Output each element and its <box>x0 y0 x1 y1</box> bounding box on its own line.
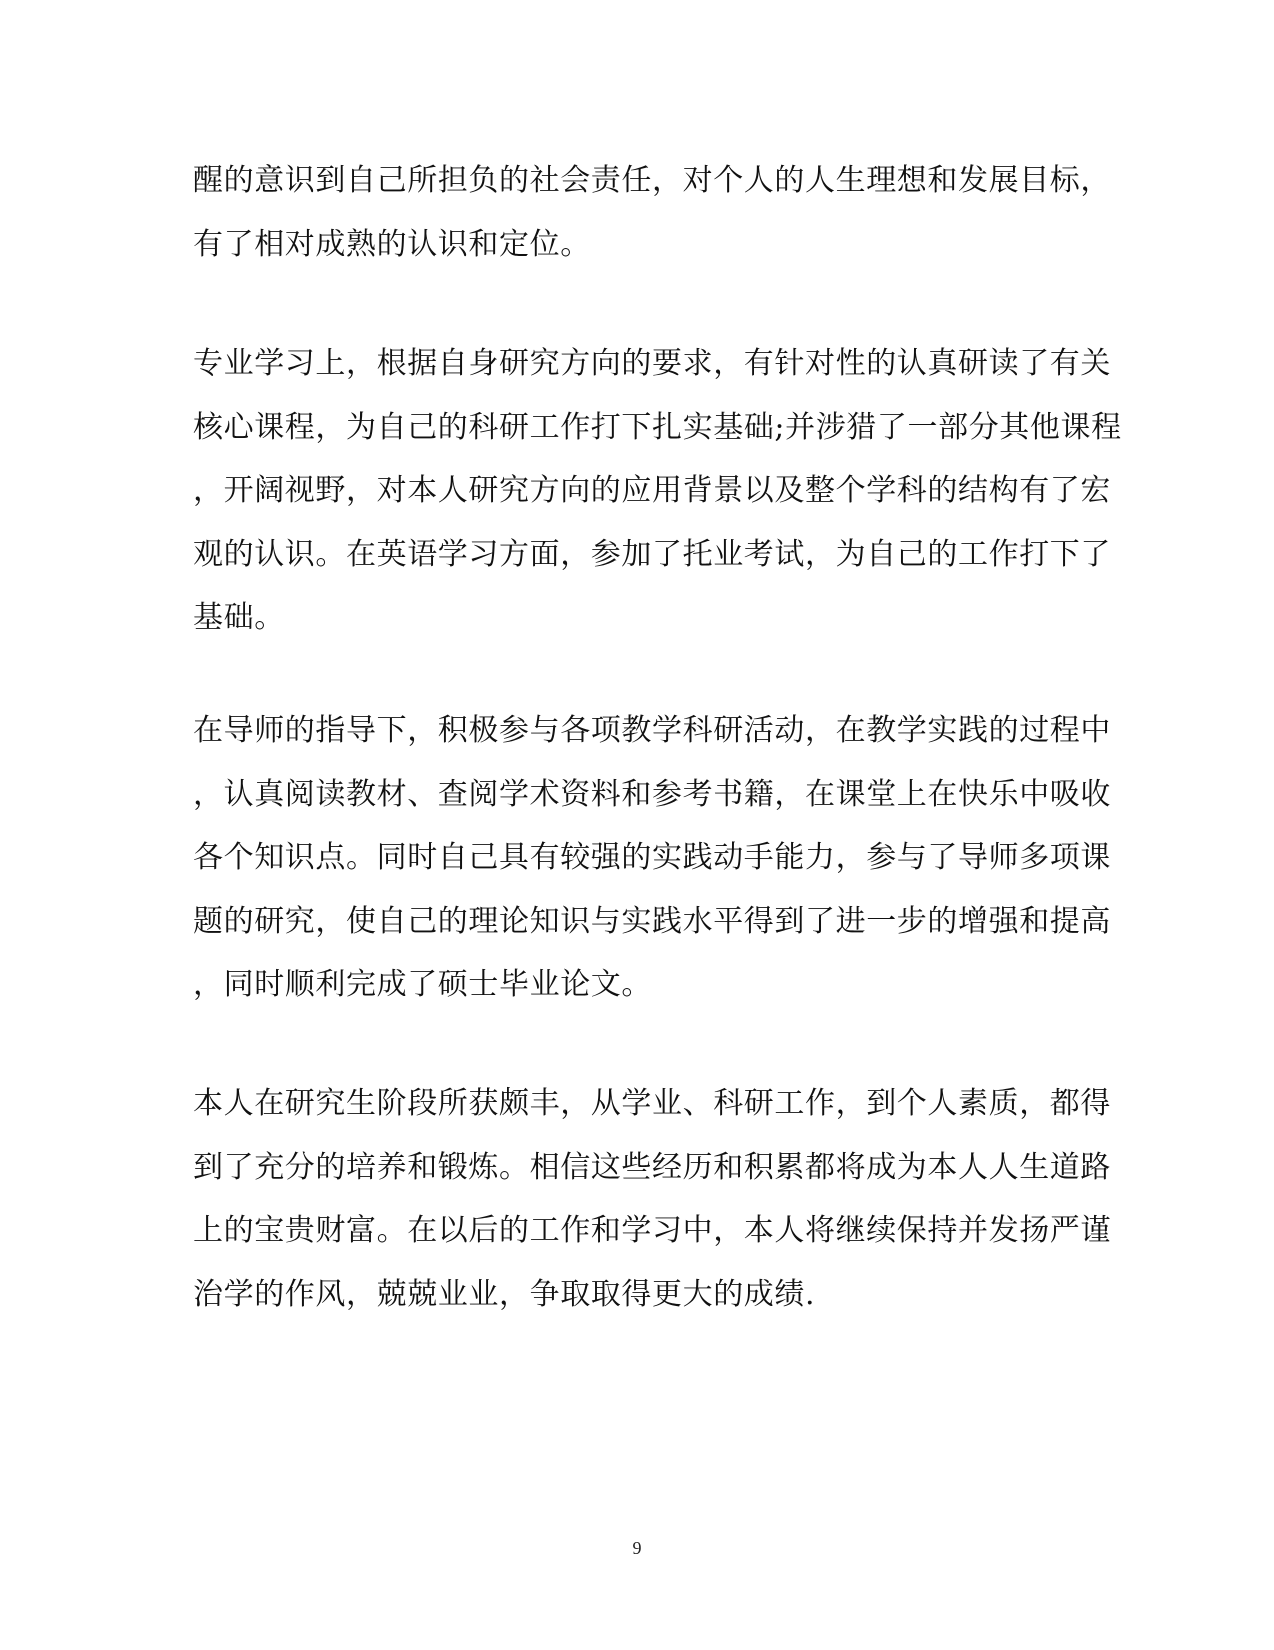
page-number: 9 <box>632 1538 642 1558</box>
paragraph-line: 上的宝贵财富。在以后的工作和学习中，本人将继续保持并发扬严谨 <box>193 1213 1111 1248</box>
paragraph-line: 本人在研究生阶段所获颇丰，从学业、科研工作，到个人素质，都得 <box>193 1086 1111 1121</box>
paragraph-1 <box>193 161 1111 271</box>
paragraph-line: 有了相对成熟的认识和定位。 <box>193 227 591 262</box>
paragraph-line: ，同时顺利完成了硕士毕业论文。 <box>193 967 652 1002</box>
paragraph-2 <box>193 344 1122 644</box>
paragraph-line: 题的研究，使自己的理论知识与实践水平得到了进一步的增强和提高 <box>193 904 1111 939</box>
paragraph-4 <box>193 1084 1111 1324</box>
paragraph-line: 各个知识点。同时自己具有较强的实践动手能力，参与了导师多项课 <box>193 840 1111 875</box>
paragraph-line: ，开阔视野，对本人研究方向的应用背景以及整个学科的结构有了宏 <box>193 473 1111 508</box>
paragraph-line: 专业学习上，根据自身研究方向的要求，有针对性的认真研读了有关 <box>193 346 1111 381</box>
paragraph-line: 基础。 <box>193 600 285 635</box>
paragraph-line: 治学的作风，兢兢业业，争取取得更大的成绩. <box>193 1277 816 1312</box>
paragraph-3 <box>193 711 1111 1011</box>
paragraph-line: 醒的意识到自己所担负的社会责任，对个人的人生理想和发展目标， <box>193 163 1111 198</box>
paragraph-line: 到了充分的培养和锻炼。相信这些经历和积累都将成为本人人生道路 <box>193 1150 1111 1185</box>
paragraph-line: ，认真阅读教材、查阅学术资料和参考书籍，在课堂上在快乐中吸收 <box>193 777 1111 812</box>
paragraph-line: 核心课程，为自己的科研工作打下扎实基础;并涉猎了一部分其他课程 <box>193 410 1122 445</box>
paragraph-line: 在导师的指导下，积极参与各项教学科研活动，在教学实践的过程中 <box>193 713 1111 748</box>
paragraph-line: 观的认识。在英语学习方面，参加了托业考试，为自己的工作打下了 <box>193 537 1111 572</box>
